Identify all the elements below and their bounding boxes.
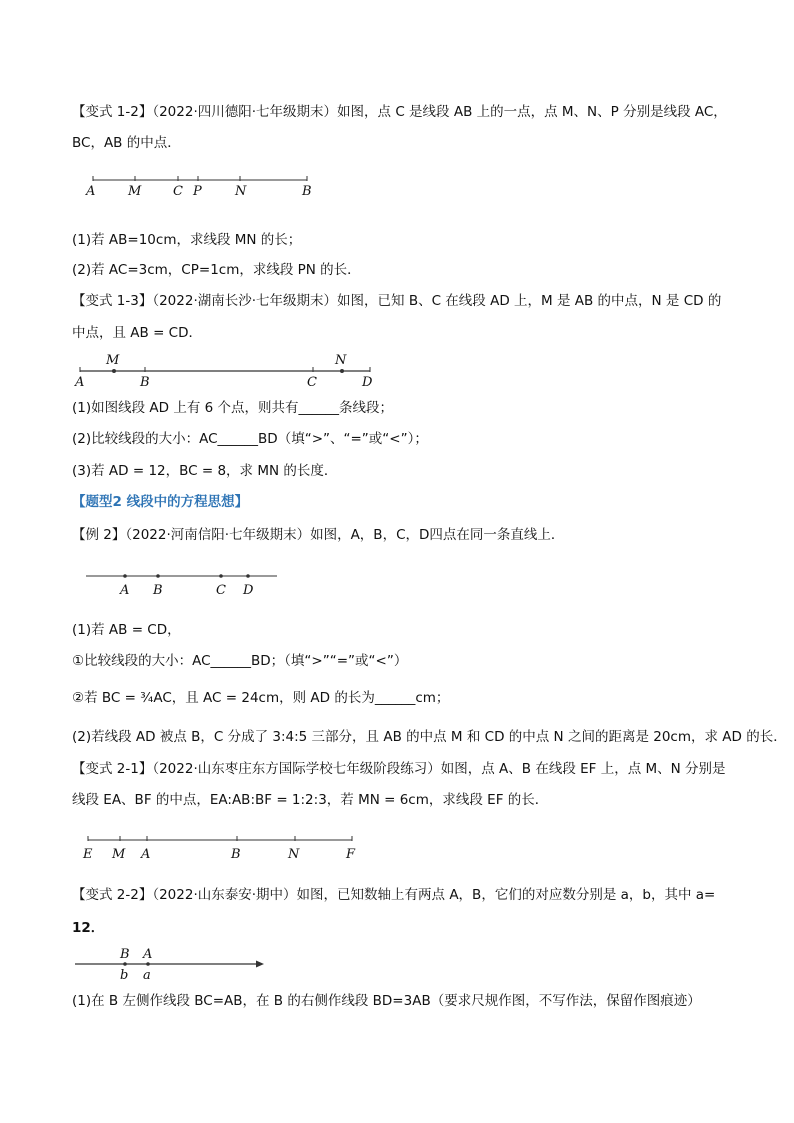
fig1-label-b: B [302, 184, 312, 199]
example-2-line: 【例 2】（2022·河南信阳·七年级期末）如图，A，B，C，D四点在同一条直线上． [72, 527, 565, 543]
fig5-label-b-lower: b [120, 968, 129, 983]
fig3-label-b: B [153, 583, 163, 598]
fig3-label-c: C [216, 583, 226, 598]
fig4-label-n: N [288, 847, 300, 862]
fig1-label-m: M [128, 184, 142, 199]
problem-1-3-q2: (2)比较线段的大小：AC______BD（填“>”、“=”或“<”）； [72, 431, 428, 447]
example-2-q1: (1)若 AB = CD， [72, 622, 181, 638]
fig2-label-n: N [335, 353, 347, 368]
figure-4-segment [82, 836, 356, 862]
figure-2-segment [74, 353, 373, 390]
problem-1-3-line-1: 【变式 1-3】（2022·湖南长沙·七年级期末）如图，已知 B、C 在线段 AD 上，M 是 AB 的中点，N 是 CD 的 [72, 293, 722, 309]
problem-1-2-line-1: 【变式 1-2】（2022·四川德阳·七年级期末）如图，点 C 是线段 AB 上的一点，点 M、N、P 分别是线段 AC， [72, 104, 727, 120]
fig2-label-d: D [362, 375, 373, 390]
example-2-q2: (2)若线段 AD 被点 B，C 分成了 3:4:5 三部分，且 AB 的中点 M 和 CD 的中点 N 之间的距离是 20cm，求 AD 的长． [72, 729, 787, 745]
problem-1-2-q1: (1)若 AB=10cm，求线段 MN 的长； [72, 232, 302, 248]
problem-1-2-q2: (2)若 AC=3cm，CP=1cm，求线段 PN 的长． [72, 262, 361, 278]
fig3-label-d: D [243, 583, 254, 598]
figure-3-line [86, 574, 277, 598]
fig1-label-c: C [173, 184, 183, 199]
fig3-label-a: A [120, 583, 130, 598]
problem-1-3-line-2: 中点，且 AB = CD． [72, 325, 203, 341]
fig5-label-a-lower: a [143, 968, 151, 983]
fig2-label-m: M [106, 353, 120, 368]
problem-2-2-line-1: 【变式 2-2】（2022·山东泰安·期中）如图，已知数轴上有两点 A，B，它们的对应数分别是 a，b，其中 a= [72, 887, 716, 903]
problem-2-2-q1: (1)在 B 左侧作线段 BC=AB，在 B 的右侧作线段 BD=3AB（要求尺规作图，不写作法，保留作图痕迹） [72, 993, 701, 1009]
fig4-label-f: F [346, 847, 356, 862]
problem-1-3-q1: (1)如图线段 AD 上有 6 个点，则共有______条线段； [72, 400, 394, 416]
fig4-label-b: B [231, 847, 241, 862]
fig5-label-b-upper: B [120, 947, 130, 962]
fig2-label-b: B [140, 375, 150, 390]
problem-2-2-line-2: 12． [72, 920, 105, 936]
problem-2-1-line-2: 线段 EA、BF 的中点，EA:AB:BF = 1:2:3，若 MN = 6cm，求线段 EF 的长． [72, 792, 549, 808]
figure-1-segment [85, 176, 312, 199]
problem-1-3-q3: (3)若 AD = 12，BC = 8，求 MN 的长度． [72, 463, 338, 479]
problem-1-2-line-2: BC，AB 的中点． [72, 135, 181, 151]
fig4-label-a: A [141, 847, 151, 862]
section-heading-type-2: 【题型2 线段中的方程思想】 [72, 494, 249, 510]
fig1-label-p: P [193, 184, 202, 199]
fig4-label-e: E [83, 847, 93, 862]
fig2-label-c: C [307, 375, 317, 390]
figure-5-number-line [75, 947, 264, 983]
fig2-label-a: A [75, 375, 85, 390]
example-2-q1-b: ②若 BC = ¾AC，且 AC = 24cm，则 AD 的长为______cm； [72, 690, 450, 706]
fig1-label-a: A [86, 184, 96, 199]
fig4-label-m: M [112, 847, 126, 862]
example-2-q1-a: ①比较线段的大小：AC______BD；（填“>”“=”或“<”） [72, 653, 408, 669]
fig1-label-n: N [235, 184, 247, 199]
problem-2-1-line-1: 【变式 2-1】（2022·山东枣庄东方国际学校七年级阶段练习）如图，点 A、B 在线段 EF 上，点 M、N 分别是 [72, 761, 726, 777]
fig5-label-a-upper: A [143, 947, 153, 962]
